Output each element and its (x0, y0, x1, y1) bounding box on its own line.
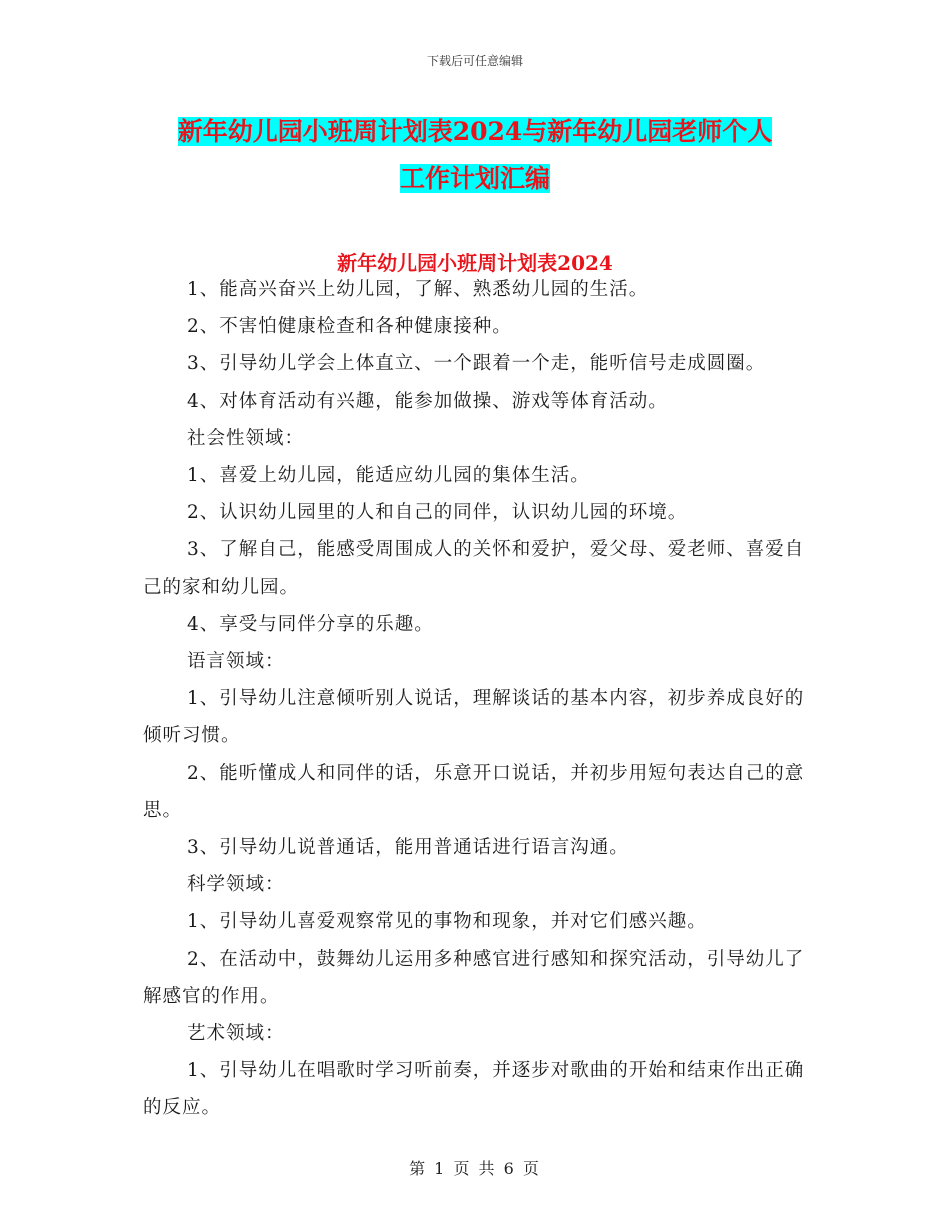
section-heading-science: 科学领域： (187, 874, 285, 896)
section-heading-language: 语言领域： (187, 651, 285, 673)
document-title (0, 108, 950, 202)
section-heading-art: 艺术领域： (187, 1023, 285, 1045)
section-heading-social: 社会性领域： (187, 427, 305, 449)
page-number-footer: 第 1 页 共 6 页 (409, 1159, 541, 1178)
paragraph: 1、引导幼儿喜爱观察常见的事物和现象，并对它们感兴趣。 (187, 911, 707, 933)
paragraph: 3、了解自己，能感受周围成人的关怀和爱护，爱父母、爱老师、喜爱自己的家和幼儿园。 (143, 539, 805, 598)
paragraph: 3、引导幼儿说普通话，能用普通话进行语言沟通。 (187, 837, 629, 859)
paragraph: 4、享受与同伴分享的乐趣。 (187, 613, 434, 635)
paragraph: 2、能听懂成人和同伴的话，乐意开口说话，并初步用短句表达自己的意思。 (143, 762, 805, 821)
paragraph: 2、认识幼儿园里的人和自己的同伴，认识幼儿园的环境。 (187, 502, 688, 524)
paragraph: 2、在活动中，鼓舞幼儿运用多种感官进行感知和探究活动，引导幼儿了解感官的作用。 (143, 948, 805, 1007)
paragraph: 1、喜爱上幼儿园，能适应幼儿园的集体生活。 (187, 465, 590, 487)
paragraph: 1、引导幼儿在唱歌时学习听前奏，并逐步对歌曲的开始和结束作出正确的反应。 (143, 1060, 805, 1119)
paragraph: 4、对体育活动有兴趣，能参加做操、游戏等体育活动。 (187, 390, 668, 412)
section-title: 新年幼儿园小班周计划表2024 (337, 251, 613, 275)
paragraph: 2、不害怕健康检查和各种健康接种。 (187, 316, 512, 338)
document-title-line-1: 新年幼儿园小班周计划表2024与新年幼儿园老师个人 (177, 117, 773, 146)
document-title-line-2: 工作计划汇编 (399, 164, 550, 193)
document-body (143, 271, 823, 1127)
paragraph: 1、引导幼儿注意倾听别人说话，理解谈话的基本内容，初步养成良好的倾听习惯。 (143, 688, 805, 747)
paragraph: 3、引导幼儿学会上体直立、一个跟着一个走，能听信号走成圆圈。 (187, 353, 766, 375)
paragraph: 1、能高兴奋兴上幼儿园，了解、熟悉幼儿园的生活。 (187, 279, 649, 300)
page-header-note: 下载后可任意编辑 (426, 54, 523, 68)
